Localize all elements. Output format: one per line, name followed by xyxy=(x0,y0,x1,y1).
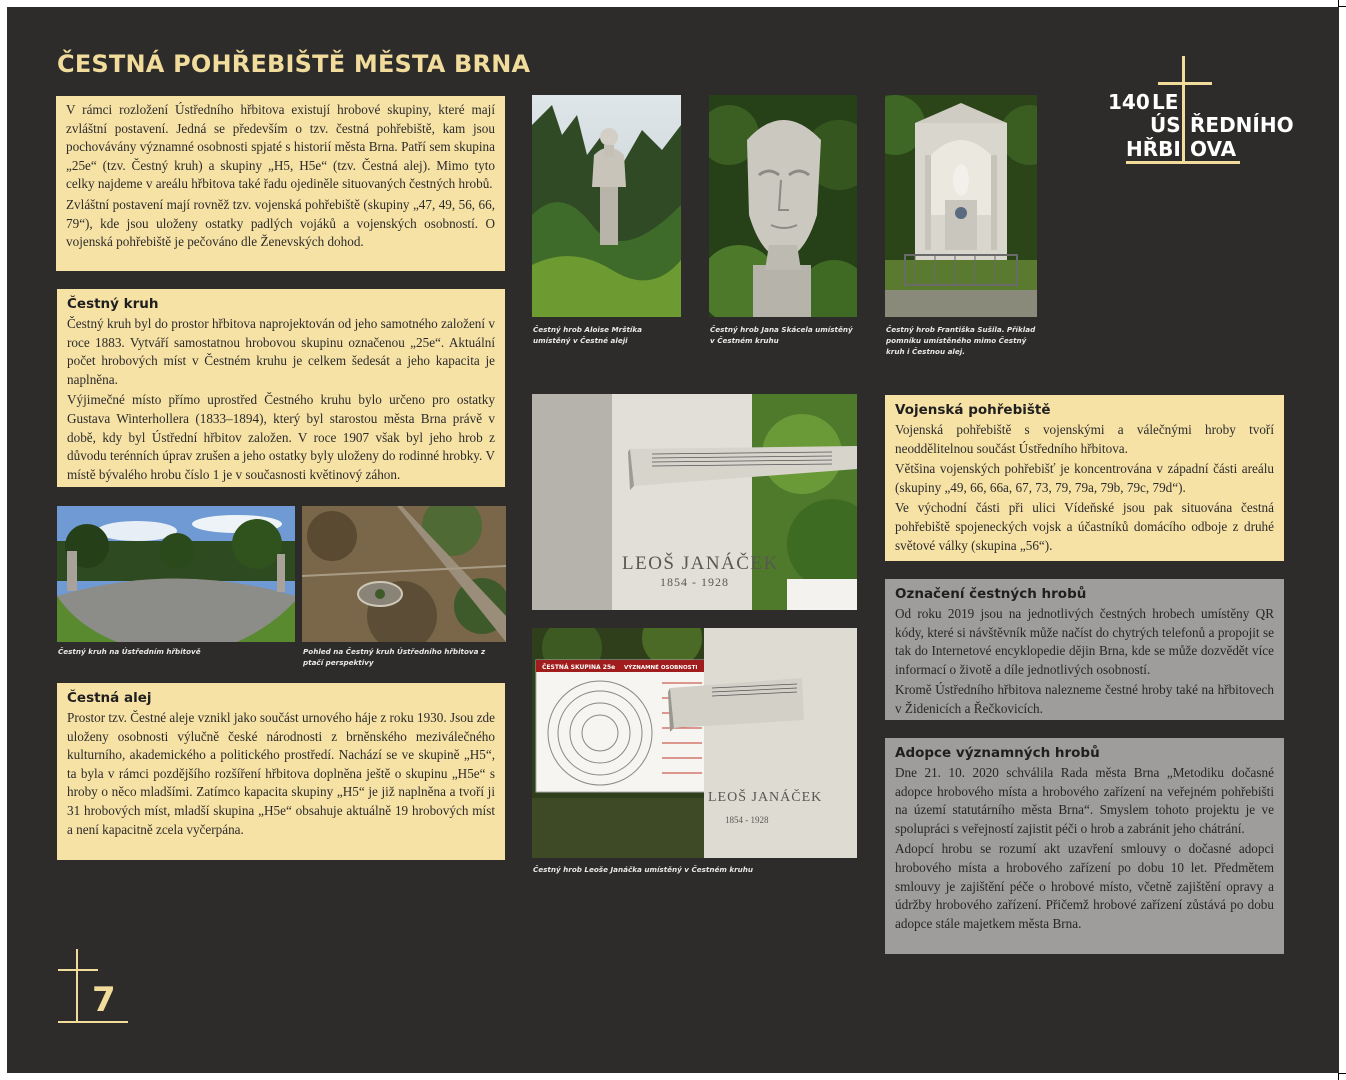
crop-mark xyxy=(1338,1073,1339,1080)
aerial-photo xyxy=(302,506,506,642)
susil-grave-photo xyxy=(885,95,1037,317)
photo-caption: Čestný hrob Jana Skácela umístěný v Čestném kruhu xyxy=(710,325,853,345)
section-paragraph: Kromě Ústředního hřbitova nalezneme čestné hroby také na hřbitovech v Židenicích a Řečkovicích. xyxy=(895,682,1274,716)
inscription-text: 1854 - 1928 xyxy=(725,815,769,825)
logo-cross-horizontal xyxy=(1158,82,1212,85)
page-title: ČESTNÁ POHŘEBIŠTĚ MĚSTA BRNA xyxy=(57,50,531,78)
janacek-grave-photo xyxy=(532,394,857,610)
section-paragraph: Vojenská pohřebiště s vojenskými a válečnými hroby tvoří neoddělitelnou součást Ústředního hřbitova. xyxy=(895,422,1274,456)
section-heading: Čestná alej xyxy=(67,690,152,706)
oznaceni-box xyxy=(885,579,1284,720)
crop-mark xyxy=(1339,1073,1346,1074)
logo-cross-vertical xyxy=(1182,56,1185,164)
intro-paragraph: Zvláštní postavení mají rovněž tzv. vojenská pohřebiště (skupiny „47, 49, 56, 66, 79“), kde jsou uloženy ostatky padlých vojáků a vojenských osobností. O vojenská pohřebiště je pečováno dle Ženevských dohod. xyxy=(66,196,495,250)
board-subtitle: VÝZNAMNÉ OSOBNOSTI xyxy=(624,665,698,671)
page-number-baseline xyxy=(58,1021,128,1023)
janacek-board-photo xyxy=(532,628,857,858)
section-heading: Čestný kruh xyxy=(67,296,159,312)
crop-mark xyxy=(1339,6,1346,7)
section-heading: Adopce významných hrobů xyxy=(895,745,1100,761)
section-paragraph: Adopcí hrobu se rozumí akt uzavření smlouvy o dočasné adopci hrobového místa a hrobového zařízení po dobu 10 let. Předmětem smlouvy je zajištění péče o hrobové místo, včetně zajištění opravy a údržby hrobového zařízení. Přičemž hrobové zařízení zůstává po dobu adopce stále majetkem města Brna. xyxy=(895,841,1274,931)
section-paragraph: Prostor tzv. Čestné aleje vznikl jako součást urnového háje z roku 1930. Jsou zde uloženy osobnosti výlučně české národnosti z brněnského meziválečného kulturního, akademického a politického prostředí. Nachází se ve skupině „H5“, ta byla v rámci pozdějšího rozšíření hřbitova doplněna ještě o skupinu „H5e“ s hroby o něco mladšími. Zatímco kapacita skupiny „H5“ je již naplněna a tvoří ji 31 hrobových míst, mladší skupina „H5e“ obsahuje aktuálně 19 hrobových míst a není kapacitně zcela vyčerpána. xyxy=(67,710,496,837)
photo-caption: Čestný hrob Leoše Janáčka umístěný v Čestném kruhu xyxy=(533,865,754,874)
inscription-text: LEOŠ JANÁČEK xyxy=(708,790,823,805)
section-heading: Označení čestných hrobů xyxy=(895,586,1087,602)
inscription-text: LEOŠ JANÁČEK xyxy=(622,553,779,574)
logo-text: ŘEDNÍHO xyxy=(1190,113,1294,137)
cross-horizontal xyxy=(58,969,98,971)
cestny-kruh-box xyxy=(57,289,505,487)
photo-caption: Čestný hrob Františka Sušila. Příklad pomníku umístěného mimo Čestný kruh i Čestnou alej. xyxy=(886,325,1036,356)
adopce-box xyxy=(885,738,1284,954)
anniversary-logo xyxy=(1106,54,1306,174)
logo-text: OVA xyxy=(1190,137,1237,161)
section-paragraph: Většina vojenských pohřebišť je koncentrována v západní části areálu (skupiny „49, 66, 66a, 67, 73, 79, 79a, 79b, 79c, 79d“). xyxy=(895,461,1274,495)
section-paragraph: Dne 21. 10. 2020 schválila Rada města Brna „Metodiku dočasné adopce hrobového místa a hrobového zařízení na veřejném pohřebišti na území statutárního města Brna“. Smyslem tohoto projektu je ve spolupráci s veřejností zajistit péči o hrob a zabránit jeho chátrání. xyxy=(895,765,1274,836)
inscription-text: 1854 - 1928 xyxy=(660,575,729,589)
logo-baseline xyxy=(1126,161,1240,164)
logo-text: HŘBI xyxy=(1126,137,1181,161)
intro-paragraph: V rámci rozložení Ústředního hřbitova existují hrobové skupiny, které mají zvláštní postavení. Jedná se především o tzv. čestná pohřebiště, kam jsou pochovávány významné osobnosti spjaté s historií města Brna. Patří sem skupina „25e“ (tzv. Čestný kruh) a skupiny „H5, H5e“ (tzv. Čestná alej). Mimo tyto celky najdeme v areálu hřbitova také řadu ojediněle situovaných čestných hrobů. xyxy=(66,102,495,192)
section-paragraph: Výjimečné místo přímo uprostřed Čestného kruhu bylo určeno pro ostatky Gustava Winterhollera (1833–1894), který byl starostou města Brna právě v době, kdy byl Ústřední hřbitov založen. V roce 1907 však byl jeho hrob z důvodu terénních úprav zrušen a jeho ostatky byly uloženy do rodinné hrobky. V místě bývalého hrobu číslo 1 je v současnosti květinový záhon. xyxy=(67,392,495,482)
photo-caption: Čestný kruh na Ústředním hřbitově xyxy=(58,647,201,656)
logo-number: 140 xyxy=(1108,90,1150,114)
logo-text: ÚS xyxy=(1150,113,1181,137)
photo-caption: Čestný hrob Aloise Mrštíka umístěný v Čestné aleji xyxy=(533,325,643,345)
page-number: 7 xyxy=(92,980,116,1020)
mrstik-grave-photo xyxy=(532,95,681,317)
section-paragraph: Čestný kruh byl do prostor hřbitova naprojektován od jeho samotného založení v roce 1883. Vytváří samostatnou hrobovou skupinu označenou „25e“. Aktuální počet hrobových míst v Čestném kruhu je celkem šedesát a jeho kapacita je naplněna. xyxy=(67,316,495,387)
skacel-grave-photo xyxy=(709,95,857,317)
cestny-kruh-photo xyxy=(57,506,295,642)
cross-vertical xyxy=(76,949,78,1023)
board-title: ČESTNÁ SKUPINA 25e xyxy=(542,664,616,671)
vojenska-box xyxy=(885,395,1284,561)
section-heading: Vojenská pohřebiště xyxy=(895,402,1051,418)
intro-box xyxy=(56,96,505,271)
cestna-alej-box xyxy=(57,683,505,860)
logo-text: LE xyxy=(1152,90,1179,114)
section-paragraph: Ve východní části při ulici Vídeňské jsou pak situována čestná pohřebiště spojeneckých vojsk a účastníků domácího odboje z druhé světové války (skupina „56“). xyxy=(895,500,1274,553)
photo-caption: Pohled na Čestný kruh Ústředního hřbitova z ptačí perspektivy xyxy=(303,647,486,667)
section-paragraph: Od roku 2019 jsou na jednotlivých čestných hrobech umístěny QR kódy, které si návštěvník může načíst do chytrých telefonů a propojit se tak do Internetové encyklopedie dějin Brna, kde se může dozvědět více informací o životě a díle jednotlivých osobností. xyxy=(895,606,1274,677)
